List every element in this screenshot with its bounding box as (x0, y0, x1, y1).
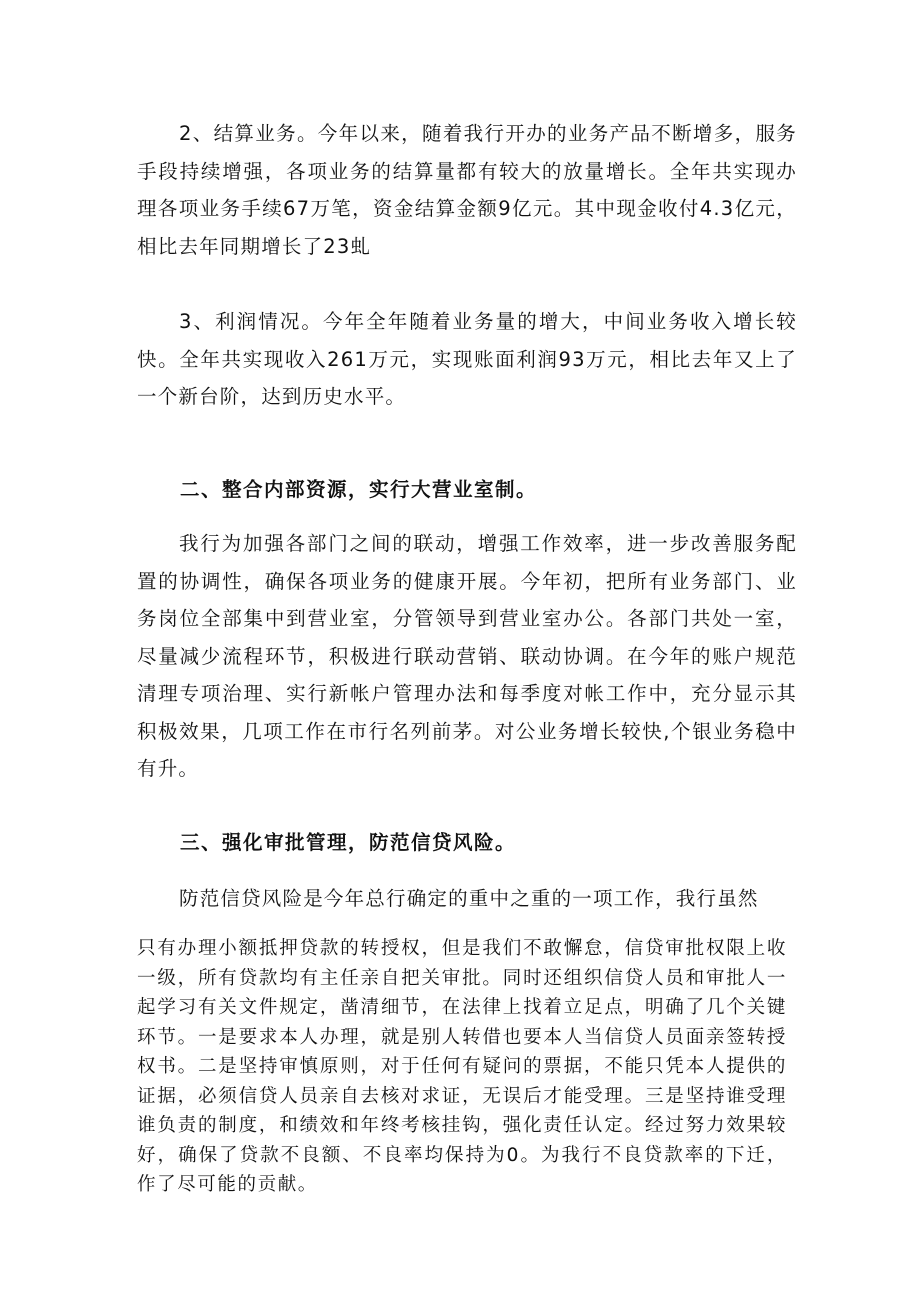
paragraph-integration: 我行为加强各部门之间的联动，增强工作效率，进一步改善服务配置的协调性，确保各项业务的健康开展。今年初，把所有业务部门、业务岗位全部集中到营业室，分管领导到营业室办公。各部门共处一室，尽量减少流程环节，积极进行联动营销、联动协调。在今年的账户规范清理专项治理、实行新帐户管理办法和每季度对帐工作中，充分显示其积极效果，几项工作在市行名列前茅。对公业务增长较快,个银业务稳中有升。 (137, 532, 797, 780)
section-heading-credit-risk: 三、强化审批管理，防范信贷风险。 (180, 831, 517, 854)
paragraph-settlement-business: 2、结算业务。今年以来，随着我行开办的业务产品不断增多，服务手段持续增强，各项业务的结算量都有较大的放量增长。全年共实现办理各项业务手续67万笔，资金结算金额9亿元。其中现金收付4.3亿元，相比去年同期增长了23虬 (137, 122, 797, 258)
paragraph-risk-body: 只有办理小额抵押贷款的转授权，但是我们不敢懈怠，信贷审批权限上收一级，所有贷款均有主任亲自把关审批。同时还组织信贷人员和审批人一起学习有关文件规定，凿清细节，在法律上找着立足点，明确了几个关键环节。一是要求本人办理，就是别人转借也要本人当信贷人员面亲签转授权书。二是坚持审慎原则，对于任何有疑问的票据，不能只凭本人提供的证据，必须信贷人员亲自去核对求证，无误后才能受理。三是坚持谁受理谁负责的制度，和绩效和年终考核挂钩，强化责任认定。经过努力效果较好，确保了贷款不良额、不良率均保持为0。为我行不良贷款率的下迁，作了尽可能的贡献。 (137, 938, 787, 1195)
paragraph-profit-situation: 3、利润情况。今年全年随着业务量的增大，中间业务收入增长较快。全年共实现收入261万元，实现账面利润93万元，相比去年又上了一个新台阶，达到历史水平。 (137, 310, 797, 408)
section-heading-integration: 二、整合内部资源，实行大营业室制。 (180, 478, 538, 501)
paragraph-risk-intro: 防范信贷风险是今年总行确定的重中之重的一项工作，我行虽然 (179, 887, 759, 910)
